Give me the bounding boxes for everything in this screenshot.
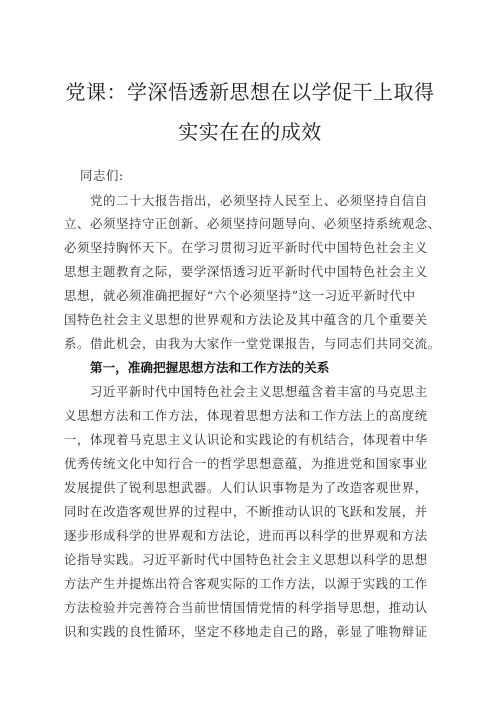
paragraph-line: 同时在改造客观世界的过程中，不断推动认识的飞跃和发展，并 <box>64 504 428 519</box>
document-title-line-1: 党课：学深悟透新思想在以学促干上取得 <box>65 80 435 104</box>
paragraph-line: 方法产生并提炼出符合客观实际的工作方法，以源于实践的工作 <box>64 576 428 591</box>
paragraph-line: 发展提供了锐利思想武器。人们认识事物是为了改造客观世界， <box>64 480 428 495</box>
paragraph-line: 必须坚持胸怀天下。在学习贯彻习近平新时代中国特色社会主义 <box>64 240 428 255</box>
paragraph-line: 方法检验并完善符合当前世情国情党情的科学指导思想，推动认 <box>64 600 428 615</box>
paragraph-line: 思想，就必须准确把握好“六个必须坚持”这一习近平新时代中 <box>64 288 416 303</box>
paragraph-line: 党的二十大报告指出，必须坚持人民至上、必须坚持自信自 <box>90 193 428 208</box>
paragraph-line: 系。借此机会，由我为大家作一堂党课报告，与同志们共同交流。 <box>64 336 441 351</box>
paragraph-line: 论指导实践。习近平新时代中国特色社会主义思想以科学的思想 <box>64 552 428 567</box>
document-title-line-2: 实实在在的成效 <box>178 120 322 144</box>
section-heading: 第一，准确把握思想方法和工作方法的关系 <box>90 360 330 375</box>
salutation: 同志们: <box>80 168 124 183</box>
paragraph-line: 优秀传统文化中知行合一的哲学思想意蕴，为推进党和国家事业 <box>64 456 428 471</box>
paragraph-line: 逐步形成科学的世界观和方法论，进而再以科学的世界观和方法 <box>64 528 428 543</box>
paragraph-line: 国特色社会主义思想的世界观和方法论及其中蕴含的几个重要关 <box>64 312 428 327</box>
paragraph-line: 立、必须坚持守正创新、必须坚持问题导向、必须坚持系统观念、 <box>64 216 441 231</box>
paragraph-line: 思想主题教育之际，要学深悟透习近平新时代中国特色社会主义 <box>64 264 428 279</box>
paragraph-line: 习近平新时代中国特色社会主义思想蕴含着丰富的马克思主 <box>90 384 428 399</box>
paragraph-line: 识和实践的良性循环，坚定不移地走自己的路，彰显了唯物辩证 <box>64 624 428 639</box>
paragraph-line: 一，体现着马克思主义认识论和实践论的有机结合，体现着中华 <box>64 432 428 447</box>
paragraph-line: 义思想方法和工作方法，体现着思想方法和工作方法上的高度统 <box>64 408 428 423</box>
